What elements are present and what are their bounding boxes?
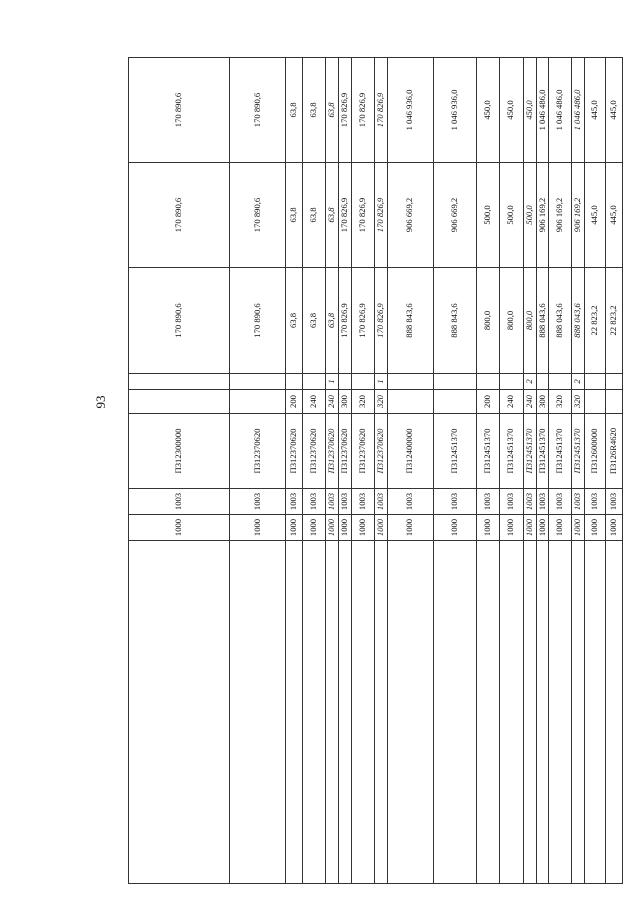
cell-vr	[230, 390, 286, 414]
row-description	[351, 541, 374, 884]
cell-v1: 170 826,9	[338, 268, 351, 374]
cell-csr: П312451370	[549, 414, 572, 489]
cell-csr: П3126R4620	[606, 414, 623, 489]
cell-v1: 63,8	[326, 268, 339, 374]
table-row	[351, 58, 374, 884]
cell-csr: П312451370	[572, 414, 585, 489]
cell-vr: 320	[549, 390, 572, 414]
table-row	[572, 58, 585, 884]
cell-pr: 1003	[549, 489, 572, 515]
cell-rz: 1000	[326, 515, 339, 541]
cell-v2: 170 826,9	[374, 163, 387, 268]
table-row	[387, 58, 433, 884]
row-description	[303, 541, 326, 884]
cell-v2: 445,0	[606, 163, 623, 268]
cell-csr: П312600000	[585, 414, 606, 489]
cell-csr: П312370620	[286, 414, 303, 489]
cell-rz: 1000	[351, 515, 374, 541]
cell-v2: 500,0	[499, 163, 523, 268]
cell-kosgu	[606, 374, 623, 390]
table-row	[606, 58, 623, 884]
cell-rz: 1000	[549, 515, 572, 541]
table-row	[374, 58, 387, 884]
cell-pr: 1003	[230, 489, 286, 515]
cell-v3: 450,0	[476, 58, 499, 163]
cell-v2: 170 826,9	[338, 163, 351, 268]
cell-pr: 1003	[476, 489, 499, 515]
cell-v2: 170 826,9	[351, 163, 374, 268]
cell-rz: 1000	[374, 515, 387, 541]
cell-csr: П312451370	[523, 414, 536, 489]
table-row	[585, 58, 606, 884]
cell-vr	[433, 390, 476, 414]
row-description	[374, 541, 387, 884]
row-description	[326, 541, 339, 884]
cell-pr: 1003	[499, 489, 523, 515]
cell-rz: 1000	[499, 515, 523, 541]
rotated-page	[128, 58, 619, 884]
cell-v3: 1 046 936,0	[433, 58, 476, 163]
table-row	[549, 58, 572, 884]
cell-csr: П312451370	[476, 414, 499, 489]
cell-rz: 1000	[387, 515, 433, 541]
cell-v1: 170 890,6	[230, 268, 286, 374]
row-description	[338, 541, 351, 884]
cell-pr: 1003	[351, 489, 374, 515]
cell-kosgu	[536, 374, 549, 390]
cell-v1: 888 043,6	[536, 268, 549, 374]
table-row	[433, 58, 476, 884]
table-row	[499, 58, 523, 884]
row-description	[476, 541, 499, 884]
cell-rz: 1000	[230, 515, 286, 541]
page-number: 93	[93, 395, 108, 409]
cell-pr: 1003	[433, 489, 476, 515]
cell-v3: 1 046 486,0	[572, 58, 585, 163]
cell-v1: 170 826,9	[374, 268, 387, 374]
table-row	[536, 58, 549, 884]
cell-v2: 170 890,6	[129, 163, 230, 268]
cell-rz: 1000	[303, 515, 326, 541]
cell-v1: 22 823,2	[585, 268, 606, 374]
cell-v3: 450,0	[523, 58, 536, 163]
cell-vr: 240	[326, 390, 339, 414]
cell-csr: П312451370	[499, 414, 523, 489]
cell-v3: 63,8	[303, 58, 326, 163]
cell-v3: 170 826,9	[351, 58, 374, 163]
cell-v3: 63,8	[326, 58, 339, 163]
cell-rz: 1000	[129, 515, 230, 541]
cell-rz: 1000	[536, 515, 549, 541]
row-description	[286, 541, 303, 884]
cell-kosgu: 2	[523, 374, 536, 390]
cell-vr	[129, 390, 230, 414]
cell-v1: 170 890,6	[129, 268, 230, 374]
cell-vr: 200	[476, 390, 499, 414]
cell-pr: 1003	[387, 489, 433, 515]
cell-pr: 1003	[303, 489, 326, 515]
cell-kosgu	[303, 374, 326, 390]
row-description	[606, 541, 623, 884]
cell-rz: 1000	[433, 515, 476, 541]
cell-v2: 63,8	[286, 163, 303, 268]
cell-kosgu	[129, 374, 230, 390]
cell-pr: 1003	[326, 489, 339, 515]
cell-v3: 170 890,6	[129, 58, 230, 163]
cell-v1: 22 823,2	[606, 268, 623, 374]
cell-v1: 888 843,6	[387, 268, 433, 374]
cell-v3: 1 046 486,0	[536, 58, 549, 163]
cell-pr: 1003	[129, 489, 230, 515]
cell-kosgu	[230, 374, 286, 390]
cell-kosgu	[387, 374, 433, 390]
cell-vr: 320	[572, 390, 585, 414]
cell-v3: 450,0	[499, 58, 523, 163]
cell-csr: П312400000	[387, 414, 433, 489]
cell-csr: П312370620	[351, 414, 374, 489]
cell-v1: 63,8	[286, 268, 303, 374]
cell-v1: 888 043,6	[572, 268, 585, 374]
row-description	[585, 541, 606, 884]
cell-v2: 906 669,2	[433, 163, 476, 268]
cell-v3: 445,0	[606, 58, 623, 163]
row-description	[433, 541, 476, 884]
table-row	[303, 58, 326, 884]
cell-vr: 320	[374, 390, 387, 414]
cell-kosgu	[351, 374, 374, 390]
cell-kosgu	[549, 374, 572, 390]
cell-pr: 1003	[374, 489, 387, 515]
cell-v2: 500,0	[476, 163, 499, 268]
cell-v1: 888 843,6	[433, 268, 476, 374]
cell-v3: 1 046 486,0	[549, 58, 572, 163]
cell-v1: 888 043,6	[549, 268, 572, 374]
cell-kosgu: 2	[572, 374, 585, 390]
cell-v2: 906 669,2	[387, 163, 433, 268]
cell-kosgu	[499, 374, 523, 390]
cell-rz: 1000	[585, 515, 606, 541]
cell-kosgu	[585, 374, 606, 390]
cell-rz: 1000	[338, 515, 351, 541]
cell-kosgu	[476, 374, 499, 390]
cell-v3: 445,0	[585, 58, 606, 163]
row-description	[499, 541, 523, 884]
cell-v3: 170 826,9	[338, 58, 351, 163]
cell-v1: 170 826,9	[351, 268, 374, 374]
cell-rz: 1000	[476, 515, 499, 541]
cell-kosgu	[286, 374, 303, 390]
cell-vr: 240	[499, 390, 523, 414]
cell-csr: П312370620	[326, 414, 339, 489]
cell-kosgu: 1	[326, 374, 339, 390]
cell-pr: 1003	[572, 489, 585, 515]
table-row	[286, 58, 303, 884]
cell-csr: П312370620	[230, 414, 286, 489]
cell-vr: 240	[523, 390, 536, 414]
cell-vr: 240	[303, 390, 326, 414]
cell-v3: 63,8	[286, 58, 303, 163]
table-row	[230, 58, 286, 884]
row-description	[387, 541, 433, 884]
cell-v3: 1 046 936,0	[387, 58, 433, 163]
budget-table	[128, 57, 623, 884]
cell-pr: 1003	[286, 489, 303, 515]
row-description	[129, 541, 230, 884]
cell-pr: 1003	[536, 489, 549, 515]
cell-pr: 1003	[523, 489, 536, 515]
row-description	[536, 541, 549, 884]
cell-csr: П312451370	[433, 414, 476, 489]
cell-v2: 906 169,2	[536, 163, 549, 268]
cell-vr	[606, 390, 623, 414]
cell-pr: 1003	[606, 489, 623, 515]
table-row	[129, 58, 230, 884]
cell-v2: 500,0	[523, 163, 536, 268]
cell-vr	[387, 390, 433, 414]
cell-v2: 906 169,2	[549, 163, 572, 268]
cell-v2: 445,0	[585, 163, 606, 268]
cell-v2: 170 890,6	[230, 163, 286, 268]
row-description	[572, 541, 585, 884]
table-row	[523, 58, 536, 884]
cell-v1: 800,0	[499, 268, 523, 374]
cell-vr: 200	[286, 390, 303, 414]
cell-kosgu	[433, 374, 476, 390]
cell-rz: 1000	[572, 515, 585, 541]
table-row	[326, 58, 339, 884]
cell-v2: 63,8	[326, 163, 339, 268]
cell-vr	[585, 390, 606, 414]
cell-v1: 800,0	[523, 268, 536, 374]
cell-pr: 1003	[585, 489, 606, 515]
cell-pr: 1003	[338, 489, 351, 515]
cell-v1: 63,8	[303, 268, 326, 374]
row-description	[549, 541, 572, 884]
cell-rz: 1000	[286, 515, 303, 541]
cell-rz: 1000	[523, 515, 536, 541]
cell-csr: П312370620	[338, 414, 351, 489]
cell-kosgu: 1	[374, 374, 387, 390]
table-row	[338, 58, 351, 884]
cell-csr: П312300000	[129, 414, 230, 489]
cell-v1: 800,0	[476, 268, 499, 374]
row-description	[523, 541, 536, 884]
cell-csr: П312451370	[536, 414, 549, 489]
cell-csr: П312370620	[303, 414, 326, 489]
cell-v2: 63,8	[303, 163, 326, 268]
cell-v3: 170 890,6	[230, 58, 286, 163]
table-row	[476, 58, 499, 884]
cell-rz: 1000	[606, 515, 623, 541]
cell-v3: 170 826,9	[374, 58, 387, 163]
row-description	[230, 541, 286, 884]
cell-kosgu	[338, 374, 351, 390]
cell-vr: 300	[536, 390, 549, 414]
cell-vr: 320	[351, 390, 374, 414]
cell-vr: 300	[338, 390, 351, 414]
cell-v2: 906 169,2	[572, 163, 585, 268]
cell-csr: П312370620	[374, 414, 387, 489]
